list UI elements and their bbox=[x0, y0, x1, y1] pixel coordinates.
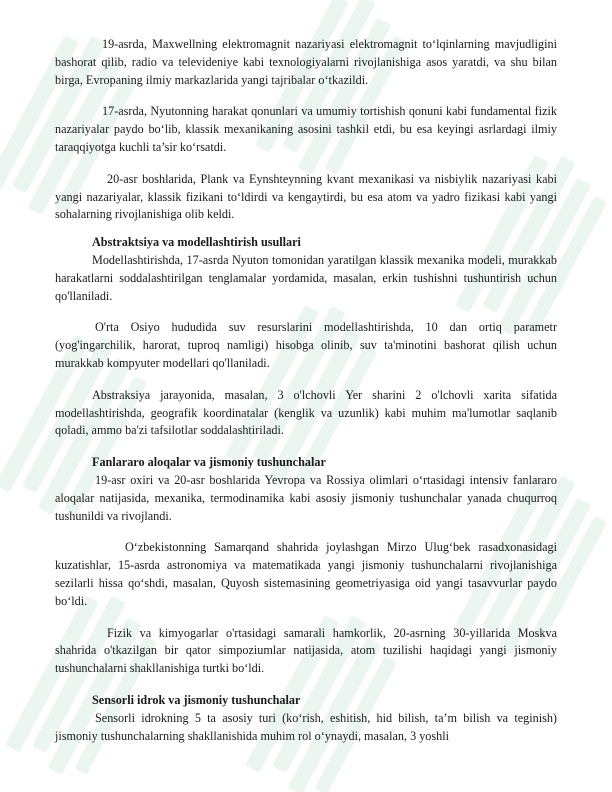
paragraph-sensory-perception: Sensorli idrokning 5 ta asosiy turi (ko‘rish, eshitish, hid bilish, ta’m bilish va teginish) jismoniy tushunchalarning shakllanishida muhim rol o‘ynaydi, masalan, 3 yoshli bbox=[55, 710, 557, 743]
paragraph-quantum: 20-asr boshlarida, Plank va Eynshteynning kvant mexanikasi va nisbiylik nazariyasi kabi yangi nazariyalar, klassik fizikani to‘ldirdi va kengaytirdi, bu esa atom va yadro fizikasi kabi yangi sohalarning rivojlanishiga olib keldi. bbox=[55, 171, 557, 222]
section-heading-interdisciplinary: Fanlararo aloqalar va jismoniy tushunchalar bbox=[92, 455, 326, 470]
section-heading-abstraction: Abstraktsiya va modellashtirish usullari bbox=[92, 235, 301, 250]
paragraph-physicists-chemists: Fizik va kimyogarlar o'rtasidagi samarali hamkorlik, 20-asrning 30-yillarida Moskva shahrida o'tkazilgan bir qator simpoziumlar natijasida, atom tuzilishi haqidagi yangi jismoniy tushunchalarni shakllanishiga turtki bo‘ldi. bbox=[55, 625, 557, 676]
paragraph-maxwell: 19-asrda, Maxwellning elektromagnit nazariyasi elektromagnit to‘lqinlarning mavjudligini bashorat qilib, radio va televideniye kabi texnologiyalarni rivojlanishiga asos yaratdi, va shu bilan birga, Evropaning ilmiy markazlarida yangi tajribalar o‘tkazildi. bbox=[55, 37, 557, 87]
paragraph-ulugbek: O‘zbekistonning Samarqand shahrida joylashgan Mirzo Ulug‘bek rasadxonasidagi kuzatishlar, 15-asrda astronomiya va matematikada yangi jismoniy tushunchalarni rivojlanishiga sezilarli hissa qo‘shdi, masalan, Quyosh sistemasining geometriyasiga oid yangi tasavvurlar paydo bo‘ldi. bbox=[55, 540, 557, 608]
paragraph-newton: 17-asrda, Nyutonning harakat qonunlari va umumiy tortishish qonuni kabi fundamental fizik nazariyalar paydo bo‘lib, klassik mexanikaning asosini tashkil etdi, bu esa keyingi asrlardagi ilmiy taraqqiyotga kuchli ta’sir ko‘rsatdi. bbox=[55, 104, 557, 154]
document-body bbox=[55, 36, 557, 745]
paragraph-abstraction-map: Abstraksiya jarayonida, masalan, 3 o'lchovli Yer sharini 2 o'lchovli xarita sifatida modellashtirishda, geografik koordinatalar (kenglik va uzunlik) kabi muhim ma'lumotlar saqlanib qoladi, ammo ba'zi tafsilotlar soddalashtiriladi. bbox=[55, 387, 557, 438]
paragraph-modelling-newton: Modellashtirishda, 17-asrda Nyuton tomonidan yaratilgan klassik mexanika modeli, murakkab harakatlarni soddalashtirilgan tenglamalar yordamida, masalan, erkin tushishni tushuntirish uchun qo'llaniladi. bbox=[55, 252, 557, 303]
paragraph-water-resources: O'rta Osiyo hududida suv resurslarini modellashtirishda, 10 dan ortiq parametr (yog'ingarchilik, harorat, tuproq namligi) hisobga olinib, suv ta'minotini bashorat qilish uchun murakkab kompyuter modellari qo'llaniladi. bbox=[55, 320, 557, 370]
paragraph-europe-russia: 19-asr oxiri va 20-asr boshlarida Yevropa va Rossiya olimlari o‘rtasidagi intensiv fanlararo aloqalar natijasida, mexanika, termodinamika kabi asosiy jismoniy tushunchalar yanada chuqurroq tushunildi va rivojlandi. bbox=[55, 472, 557, 523]
section-heading-sensory: Sensorli idrok va jismoniy tushunchalar bbox=[92, 692, 301, 707]
